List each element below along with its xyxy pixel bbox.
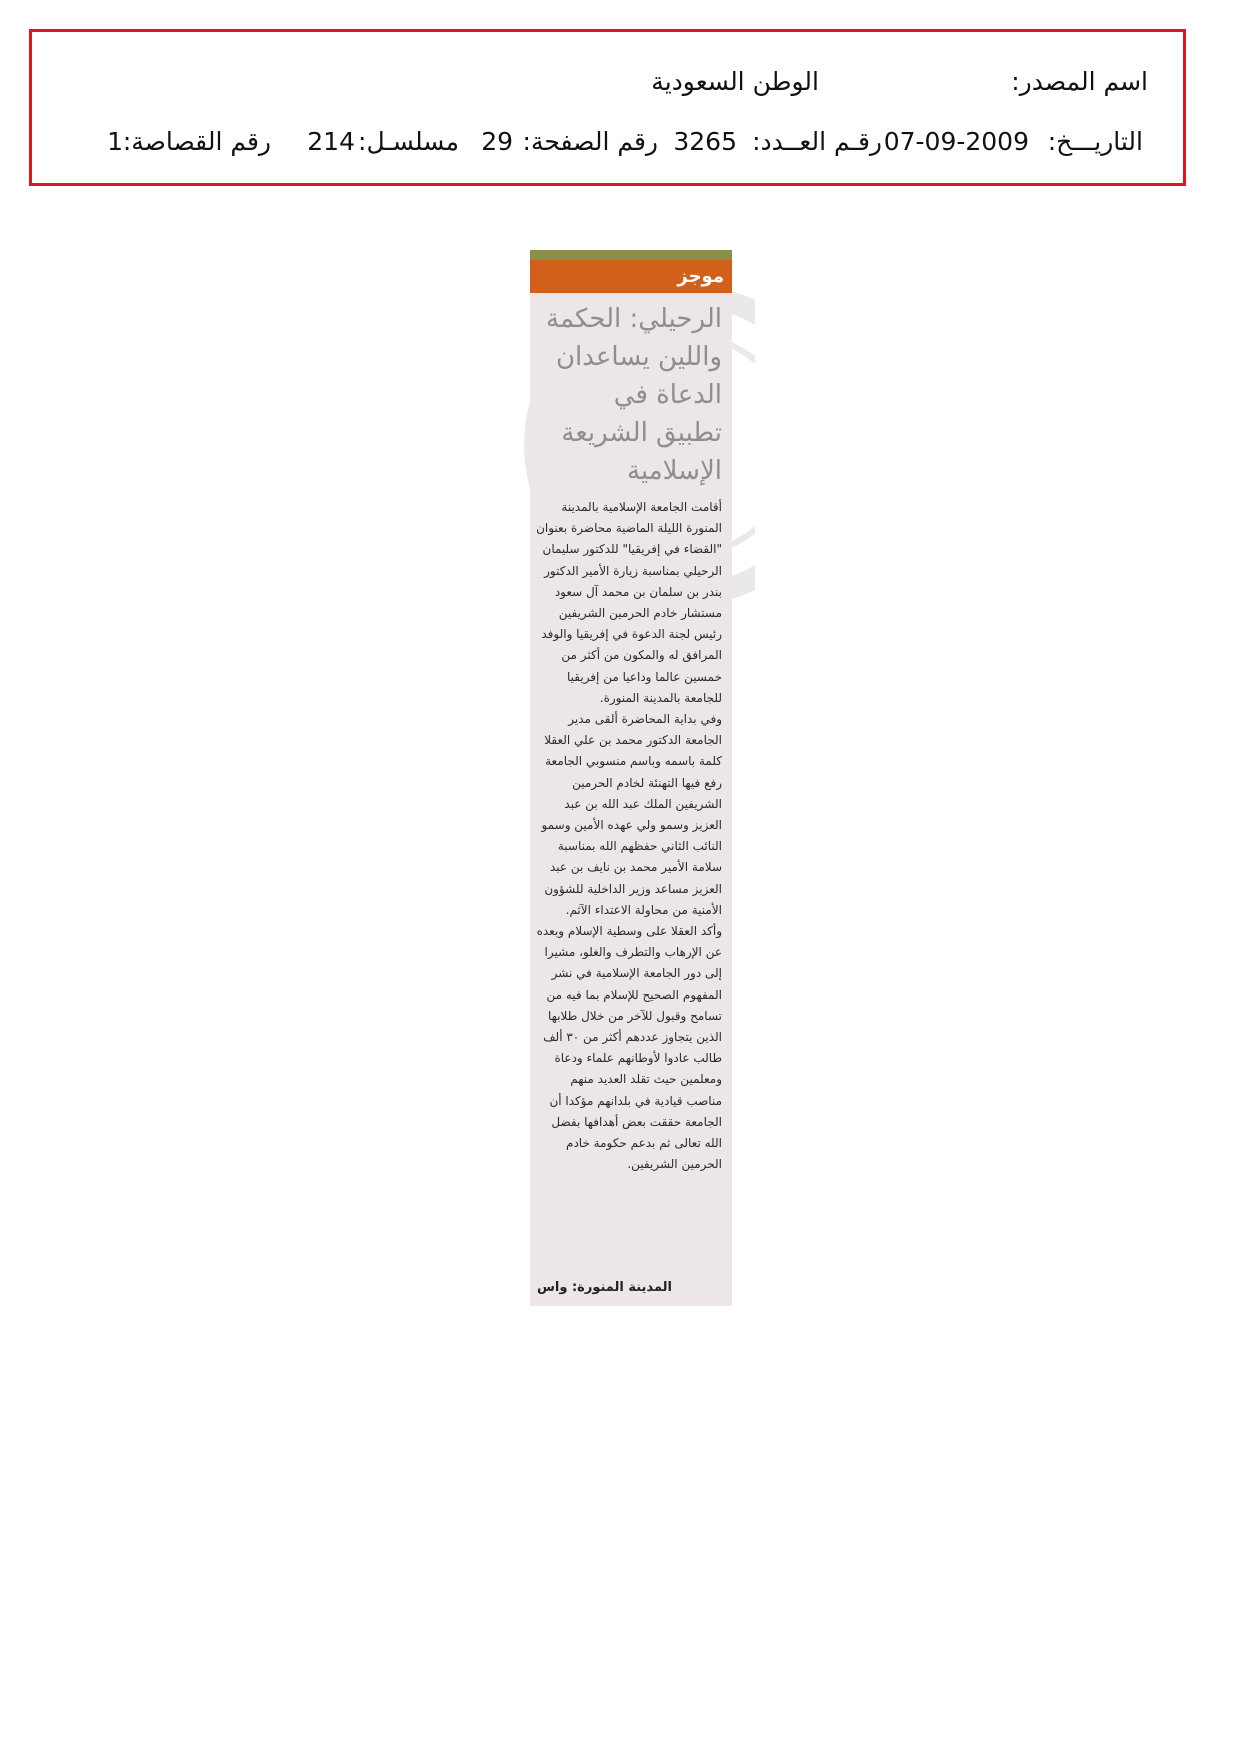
header-row-details — [32, 122, 1183, 162]
news-clipping — [530, 250, 732, 1306]
clip-top-strip — [530, 250, 732, 260]
article-headline — [534, 300, 722, 490]
clipping-header — [29, 29, 1186, 186]
source-label: اسم المصدر: — [1011, 67, 1148, 96]
issue-value: 3265 — [673, 127, 737, 156]
article-paragraph: أقامت الجامعة الإسلامية بالمدينة المنورة الليلة الماضية محاضرة بعنوان "القضاء في إفريقيا" للدكتور سليمان الرحيلي بمناسبة زيارة الأمير الدكتور بندر بن سلمان بن محمد آل سعود مستشار خادم الحرمين الشريفين رئيس لجنة الدعوة في إفريقيا والوفد المرافق له والمكون من أكثر من خمسين عالما وداعيا من إفريقيا للجامعة بالمدينة المنورة. — [536, 500, 722, 705]
serial-label: مسلسـل: — [358, 127, 459, 156]
article-paragraph: وفي بداية المحاضرة ألقى مدير الجامعة الدكتور محمد بن علي العقلا كلمة باسمه وباسم منسوبي الجامعة رفع فيها التهنئة لخادم الحرمين الشريفين الملك عبد الله بن عبد العزيز وسمو ولي عهده الأمين وسمو النائب الثاني حفظهم الله بمناسبة سلامة الأمير محمد بن نايف بن عبد العزيز مساعد وزير الداخلية للشؤون الأمنية من محاولة الاعتداء الآثم. — [541, 712, 722, 917]
article-body — [536, 497, 722, 1176]
page-value: 29 — [481, 127, 513, 156]
clip-label: رقم القصاصة: — [122, 127, 271, 156]
page-label: رقم الصفحة: — [522, 127, 658, 156]
headline-line: الإسلامية — [626, 456, 722, 486]
headline-line: تطبيق الشريعة — [561, 418, 722, 448]
header-row-source — [32, 62, 1183, 102]
date-value: 07-09-2009 — [883, 127, 1029, 156]
clip-value: 1 — [107, 127, 123, 156]
section-banner: موجز — [530, 260, 732, 293]
headline-line: الرحيلي: الحكمة — [546, 304, 722, 334]
article-paragraph: وأكد العقلا على وسطية الإسلام وبعده عن الإرهاب والتطرف والغلو، مشيرا إلى دور الجامعة الإسلامية في نشر المفهوم الصحيح للإسلام بما فيه من تسامح وقبول للآخر من خلال طلابها الذين يتجاوز عددهم أكثر من ٣٠ ألف طالب عادوا لأوطانهم علماء ودعاة ومعلمين حيث تقلد العديد منهم مناصب قيادية في بلدانهم مؤكدا أن الجامعة حققت بعض أهدافها بفضل الله تعالى ثم بدعم حكومة خادم الحرمين الشريفين. — [536, 924, 722, 1172]
article-byline: المدينة المنورة: واس — [536, 1280, 672, 1295]
issue-label: رقـم العــدد: — [752, 127, 882, 156]
serial-value: 214 — [307, 127, 355, 156]
headline-line: الدعاة في — [613, 380, 722, 410]
headline-line: واللين يساعدان — [555, 342, 722, 372]
source-value: الوطن السعودية — [651, 67, 819, 96]
date-label: التاريـــخ: — [1047, 127, 1143, 156]
